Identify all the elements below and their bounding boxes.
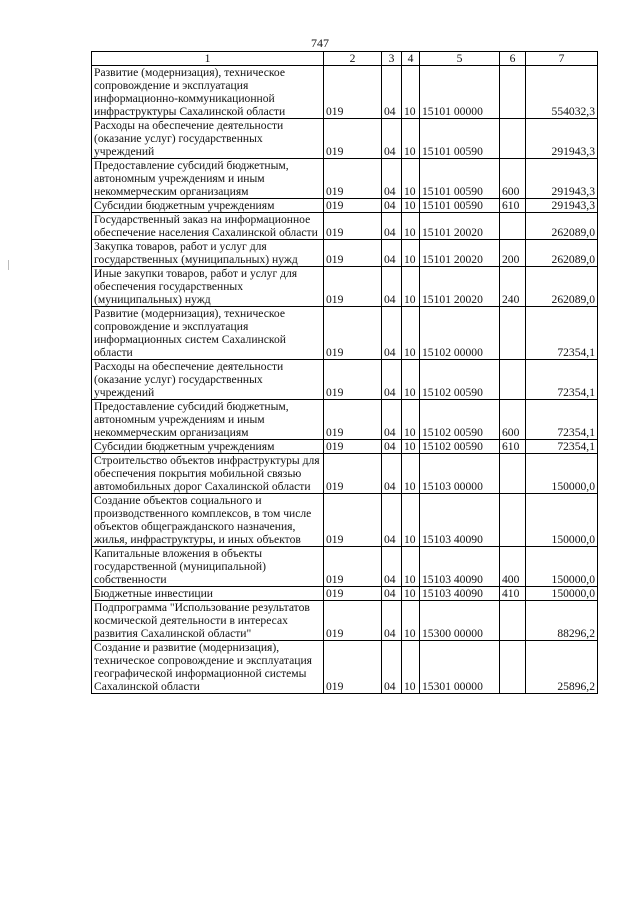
row-subsection-code: 10: [402, 159, 420, 199]
row-section-code: 04: [382, 240, 402, 267]
row-amount: 262089,0: [526, 213, 598, 240]
row-subsection-code: 10: [402, 454, 420, 494]
row-amount: 88296,2: [526, 601, 598, 641]
row-expense-type: [500, 494, 526, 547]
row-ministry-code: 019: [324, 119, 382, 159]
row-section-code: 04: [382, 66, 402, 119]
row-ministry-code: 019: [324, 641, 382, 694]
row-name: Иные закупки товаров, работ и услуг для обеспечения государственных (муниципальных) нужд: [92, 267, 324, 307]
row-ministry-code: 019: [324, 454, 382, 494]
row-amount: 72354,1: [526, 440, 598, 454]
row-section-code: 04: [382, 494, 402, 547]
page-number: 747: [311, 36, 329, 50]
table-header: [92, 52, 598, 66]
row-amount: 72354,1: [526, 400, 598, 440]
row-name: Государственный заказ на информационное обеспечение населения Сахалинской области: [92, 213, 324, 240]
scan-mark: [8, 260, 9, 270]
row-target-code: 15102 00590: [420, 400, 500, 440]
row-subsection-code: 10: [402, 547, 420, 587]
row-target-code: 15101 00000: [420, 66, 500, 119]
row-target-code: 15101 20020: [420, 267, 500, 307]
row-expense-type: [500, 454, 526, 494]
row-amount: 291943,3: [526, 159, 598, 199]
row-expense-type: 400: [500, 547, 526, 587]
table-row: [92, 267, 598, 307]
row-name: Создание объектов социального и производственного комплексов, в том числе объектов общегражданского назначения, жилья, инфраструктуры, и иных объектов: [92, 494, 324, 547]
row-ministry-code: 019: [324, 494, 382, 547]
row-expense-type: [500, 360, 526, 400]
row-section-code: 04: [382, 641, 402, 694]
table-row: [92, 601, 598, 641]
row-name: Субсидии бюджетным учреждениям: [92, 199, 324, 213]
table-row: [92, 587, 598, 601]
column-header-3: 3: [382, 52, 402, 66]
row-target-code: 15101 00590: [420, 199, 500, 213]
row-subsection-code: 10: [402, 213, 420, 240]
row-subsection-code: 10: [402, 307, 420, 360]
row-name: Закупка товаров, работ и услуг для государственных (муниципальных) нужд: [92, 240, 324, 267]
row-amount: 150000,0: [526, 494, 598, 547]
table-row: [92, 440, 598, 454]
table-row: [92, 159, 598, 199]
table-row: [92, 119, 598, 159]
row-name: Капитальные вложения в объекты государственной (муниципальной) собственности: [92, 547, 324, 587]
row-amount: 150000,0: [526, 547, 598, 587]
row-amount: 262089,0: [526, 240, 598, 267]
row-amount: 150000,0: [526, 587, 598, 601]
row-target-code: 15101 20020: [420, 240, 500, 267]
row-ministry-code: 019: [324, 440, 382, 454]
row-section-code: 04: [382, 587, 402, 601]
row-amount: 291943,3: [526, 119, 598, 159]
table-row: [92, 213, 598, 240]
column-header-5: 5: [420, 52, 500, 66]
row-expense-type: 410: [500, 587, 526, 601]
row-ministry-code: 019: [324, 400, 382, 440]
row-name: Развитие (модернизация), техническое сопровождение и эксплуатация информационно-коммуникационной инфраструктуры Сахалинской области: [92, 66, 324, 119]
row-expense-type: 200: [500, 240, 526, 267]
row-name: Субсидии бюджетным учреждениям: [92, 440, 324, 454]
row-expense-type: 600: [500, 400, 526, 440]
row-amount: 150000,0: [526, 454, 598, 494]
row-subsection-code: 10: [402, 66, 420, 119]
row-subsection-code: 10: [402, 240, 420, 267]
row-expense-type: [500, 66, 526, 119]
row-target-code: 15101 20020: [420, 213, 500, 240]
row-target-code: 15103 40090: [420, 547, 500, 587]
table-row: [92, 641, 598, 694]
row-subsection-code: 10: [402, 641, 420, 694]
row-subsection-code: 10: [402, 601, 420, 641]
column-header-2: 2: [324, 52, 382, 66]
row-target-code: 15102 00590: [420, 440, 500, 454]
row-expense-type: [500, 307, 526, 360]
row-subsection-code: 10: [402, 360, 420, 400]
row-ministry-code: 019: [324, 199, 382, 213]
table-body: [92, 66, 598, 694]
table-row: [92, 400, 598, 440]
row-target-code: 15101 00590: [420, 159, 500, 199]
table-row: [92, 240, 598, 267]
row-subsection-code: 10: [402, 267, 420, 307]
row-name: Подпрограмма "Использование результатов космической деятельности в интересах развития Сахалинской области": [92, 601, 324, 641]
row-section-code: 04: [382, 601, 402, 641]
row-target-code: 15103 40090: [420, 587, 500, 601]
row-expense-type: [500, 119, 526, 159]
row-amount: 72354,1: [526, 360, 598, 400]
row-name: Расходы на обеспечение деятельности (оказание услуг) государственных учреждений: [92, 360, 324, 400]
row-expense-type: 240: [500, 267, 526, 307]
table-row: [92, 66, 598, 119]
row-section-code: 04: [382, 400, 402, 440]
row-amount: 25896,2: [526, 641, 598, 694]
row-amount: 554032,3: [526, 66, 598, 119]
row-section-code: 04: [382, 440, 402, 454]
row-name: Бюджетные инвестиции: [92, 587, 324, 601]
row-section-code: 04: [382, 360, 402, 400]
row-ministry-code: 019: [324, 66, 382, 119]
row-ministry-code: 019: [324, 240, 382, 267]
row-name: Строительство объектов инфраструктуры для обеспечения покрытия мобильной связью автомобильных дорог Сахалинской области: [92, 454, 324, 494]
row-section-code: 04: [382, 267, 402, 307]
row-expense-type: [500, 601, 526, 641]
row-subsection-code: 10: [402, 199, 420, 213]
column-header-7: 7: [526, 52, 598, 66]
table-row: [92, 454, 598, 494]
row-ministry-code: 019: [324, 547, 382, 587]
row-section-code: 04: [382, 454, 402, 494]
row-amount: 262089,0: [526, 267, 598, 307]
row-ministry-code: 019: [324, 307, 382, 360]
row-subsection-code: 10: [402, 494, 420, 547]
row-section-code: 04: [382, 159, 402, 199]
row-target-code: 15301 00000: [420, 641, 500, 694]
row-ministry-code: 019: [324, 213, 382, 240]
row-target-code: 15102 00590: [420, 360, 500, 400]
row-target-code: 15101 00590: [420, 119, 500, 159]
header-row: [92, 52, 598, 66]
row-name: Предоставление субсидий бюджетным, автономным учреждениям и иным некоммерческим организациям: [92, 400, 324, 440]
row-section-code: 04: [382, 547, 402, 587]
table-row: [92, 494, 598, 547]
row-expense-type: [500, 213, 526, 240]
row-target-code: 15102 00000: [420, 307, 500, 360]
row-ministry-code: 019: [324, 360, 382, 400]
row-amount: 72354,1: [526, 307, 598, 360]
row-target-code: 15103 40090: [420, 494, 500, 547]
budget-table: [91, 51, 598, 694]
row-amount: 291943,3: [526, 199, 598, 213]
table-row: [92, 360, 598, 400]
table-row: [92, 199, 598, 213]
table-row: [92, 547, 598, 587]
row-ministry-code: 019: [324, 601, 382, 641]
column-header-1: 1: [92, 52, 324, 66]
row-subsection-code: 10: [402, 400, 420, 440]
table-row: [92, 307, 598, 360]
column-header-6: 6: [500, 52, 526, 66]
row-name: Расходы на обеспечение деятельности (оказание услуг) государственных учреждений: [92, 119, 324, 159]
row-expense-type: 610: [500, 440, 526, 454]
row-ministry-code: 019: [324, 267, 382, 307]
row-expense-type: 600: [500, 159, 526, 199]
row-name: Создание и развитие (модернизация), техническое сопровождение и эксплуатация географической информационной системы Сахалинской области: [92, 641, 324, 694]
row-subsection-code: 10: [402, 440, 420, 454]
row-expense-type: [500, 641, 526, 694]
row-subsection-code: 10: [402, 587, 420, 601]
row-name: Предоставление субсидий бюджетным, автономным учреждениям и иным некоммерческим организациям: [92, 159, 324, 199]
column-header-4: 4: [402, 52, 420, 66]
row-ministry-code: 019: [324, 159, 382, 199]
row-ministry-code: 019: [324, 587, 382, 601]
row-target-code: 15300 00000: [420, 601, 500, 641]
row-section-code: 04: [382, 119, 402, 159]
row-section-code: 04: [382, 199, 402, 213]
row-expense-type: 610: [500, 199, 526, 213]
row-section-code: 04: [382, 307, 402, 360]
row-target-code: 15103 00000: [420, 454, 500, 494]
row-section-code: 04: [382, 213, 402, 240]
row-subsection-code: 10: [402, 119, 420, 159]
row-name: Развитие (модернизация), техническое сопровождение и эксплуатация информационных систем Сахалинской области: [92, 307, 324, 360]
